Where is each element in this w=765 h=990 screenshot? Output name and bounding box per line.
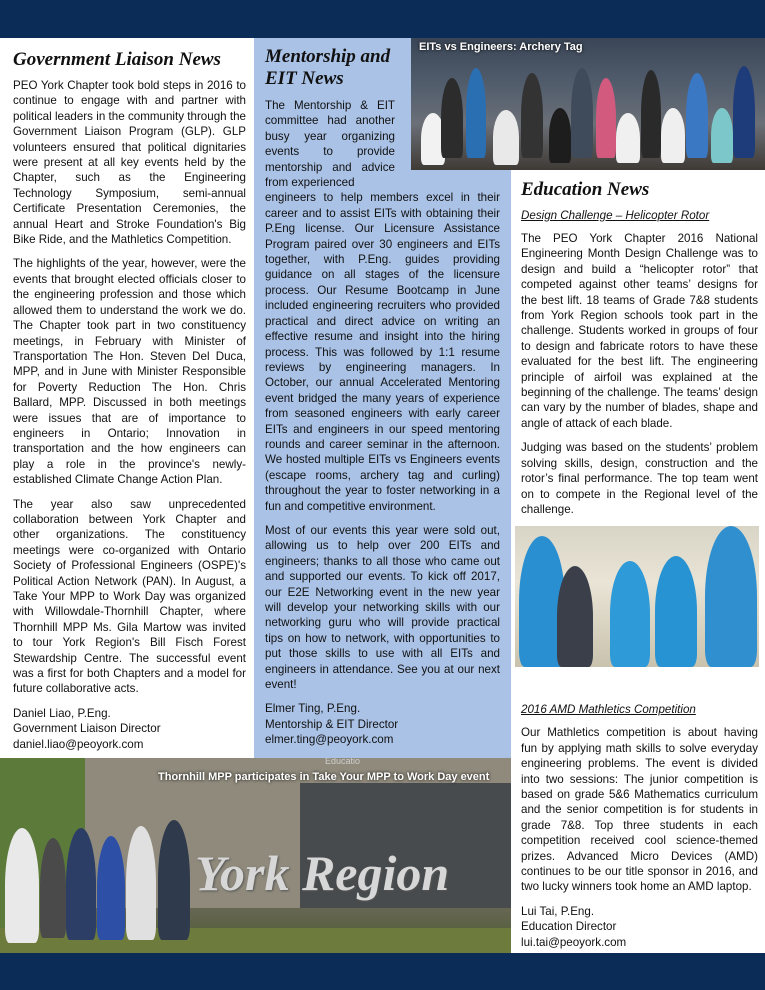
york-photo-caption: Thornhill MPP participates in Take Your MPP to Work Day event xyxy=(158,771,490,783)
government-liaison-column xyxy=(0,38,254,758)
paragraph: PEO York Chapter took bold steps in 2016 to continue to engage with and partner with political leaders in the community through the Government Liaison Program (GLP). GLP volunteers ensured that political dignitaries were present at all key events held by the Chapter, such as the Engineering Technology Symposium, semi-annual Certificate Presentation Ceremonies, the annual Heart and Stroke Foundation's Big Bike Ride, and the Mathletics Competition. xyxy=(13,79,246,247)
person-figure xyxy=(5,828,39,943)
york-region-photo xyxy=(0,758,511,953)
signature-name: Elmer Ting, P.Eng. xyxy=(265,702,361,716)
design-challenge-body xyxy=(521,231,758,517)
paragraph: Our Mathletics competition is about having fun by applying math skills to solve everyday engineering problems. The event is divided into two sessions: The junior competition is based on grade 5&6 Mathematics curriculum and the senior competition is for students in grade 7&8. Top three students in each competition received cool science-themed prizes. Advanced Micro Devices (AMD) continues to be our title sponsor in 2016, and two lucky winners took home an AMD laptop. xyxy=(521,726,758,894)
person-figure xyxy=(616,113,640,163)
signature-role: Government Liaison Director xyxy=(13,722,161,736)
person-figure xyxy=(466,68,486,158)
person-figure xyxy=(596,78,616,158)
header-band xyxy=(0,0,765,38)
paragraph: Judging was based on the students’ problem solving skills, design, construction and the rotor’s final performance. The top team went on to compete in the Regional level of the challenge. xyxy=(521,441,758,516)
person-figure xyxy=(571,68,593,158)
archery-photo-caption: EITs vs Engineers: Archery Tag xyxy=(419,41,583,53)
person-figure xyxy=(641,70,661,158)
archery-tag-photo xyxy=(411,38,765,170)
design-challenge-subtitle: Design Challenge – Helicopter Rotor xyxy=(521,209,710,222)
signature-email[interactable]: lui.tai@peoyork.com xyxy=(521,935,627,949)
signature-name: Daniel Liao, P.Eng. xyxy=(13,706,111,720)
students-rotor-photo xyxy=(515,526,759,667)
mentorship-body xyxy=(265,98,500,692)
person-figure xyxy=(705,526,757,667)
government-liaison-body xyxy=(13,78,246,697)
person-figure xyxy=(521,73,543,158)
paragraph: Most of our events this year were sold out, allowing us to help over 200 EITs and engineers; thanks to all those who came out and supported our events. To kick off 2017, our E2E Networking event in the new year will develop your networking skills with our networking guru who will provide practical tips on how to network, with opportunities to put those skills to use with all EITs and engineers in attendance. See you at our next event! xyxy=(265,523,500,692)
mathletics-body xyxy=(521,725,758,894)
person-figure xyxy=(66,828,96,940)
person-figure xyxy=(40,838,66,938)
signature-email[interactable]: daniel.liao@peoyork.com xyxy=(13,737,144,751)
mentorship-title: Mentorship and EIT News xyxy=(265,46,391,89)
person-figure xyxy=(661,108,685,163)
paragraph: The highlights of the year, however, were the events that brought elected officials closer to the engineering profession and those which allowed them to understand the work we do. The Chapter took part in two constituency meetings, in February with Minister of Transportation The Hon. Steven Del Duca, MPP, and in June with Minister Responsible for Poverty Reduction The Hon. Chris Ballard, MPP. Discussed in both meetings were issues that are of importance to engineers in Ontario; Innovation in transportation and the how engineers can play a role in the province's newly-established Climate Change Action Plan. xyxy=(13,257,246,487)
person-figure xyxy=(655,556,697,667)
york-region-sign: York Region xyxy=(195,845,450,901)
education-title: Education News xyxy=(521,179,650,200)
person-figure xyxy=(441,78,463,158)
person-figure xyxy=(686,73,708,158)
person-figure xyxy=(126,826,156,940)
person-figure xyxy=(97,836,125,940)
paragraph: The Mentorship & EIT committee had another busy year organizing events to provide mentorship and advice from experienced xyxy=(265,99,395,190)
person-figure xyxy=(610,561,650,667)
education-signature xyxy=(521,904,758,950)
person-figure xyxy=(557,566,593,667)
person-figure xyxy=(158,820,190,940)
person-figure xyxy=(493,110,519,165)
signature-role: Mentorship & EIT Director xyxy=(265,717,399,731)
paragraph: The PEO York Chapter 2016 National Engineering Month Design Challenge was to design and build a “helicopter rotor” that competed against other teams’ designs for the best lift. 18 teams of Grade 7&8 students from York Region schools took part in the challenge. Students worked in groups of four to design and fabricate rotors to have these evaluated for the best lift. The engineering principle of airfoil was explained at the beginning of the challenge. The teams’ design can vary by the number of blades, shape and angle of attack of each blade. xyxy=(521,232,758,430)
mentorship-signature xyxy=(265,701,500,747)
footer-band xyxy=(0,953,765,990)
paragraph: The year also saw unprecedented collaboration between York Chapter and other organizations. The constituency meetings were co-organized with Ontario Society of Professional Engineers (OSPE)'s Political Action Network (PAN). In August, a Take Your MPP to Work Day was organized with Willowdale-Thornhill Chapter, where Thornhill MPP Ms. Gila Martow was invited to tour York Region's Bill Fisch Forest Stewardship Centre. The successful event was a first for both Chapters and a model for future collaborative acts. xyxy=(13,497,246,696)
signature-name: Lui Tai, P.Eng. xyxy=(521,904,595,918)
mathletics-subtitle: 2016 AMD Mathletics Competition xyxy=(521,703,696,717)
paragraph: engineers to help members excel in their career and to assist EITs with obtaining their P.Eng license. Our Licensure Assistance Program paired over 30 engineers and EITs together, with P.Eng. guides providing guidance on all stages of the licensure process. Our Resume Bootcamp in June included engineering recruiters who provided practical and direct advice on writing an effective resume and insight into the hiring process. This was followed by 1:1 resume reviews by engineering managers. In October, our annual Accelerated Mentoring event bridged the many years of experience from seasoned engineers with early career EITs and engineers in our speed mentoring rounds and career seminar in the afternoon. We hosted multiple EITs vs Engineers events (escape rooms, archery tag and curling) throughout the year to foster networking in a fun and competitive environment. xyxy=(265,191,500,513)
government-liaison-signature xyxy=(13,706,246,752)
signature-role: Education Director xyxy=(521,920,617,934)
person-figure xyxy=(733,66,755,158)
person-figure xyxy=(549,108,571,163)
government-liaison-title: Government Liaison News xyxy=(13,49,221,70)
person-figure xyxy=(711,108,733,163)
building-sign-small: Educatio xyxy=(325,758,361,766)
signature-email[interactable]: elmer.ting@peoyork.com xyxy=(265,733,394,747)
